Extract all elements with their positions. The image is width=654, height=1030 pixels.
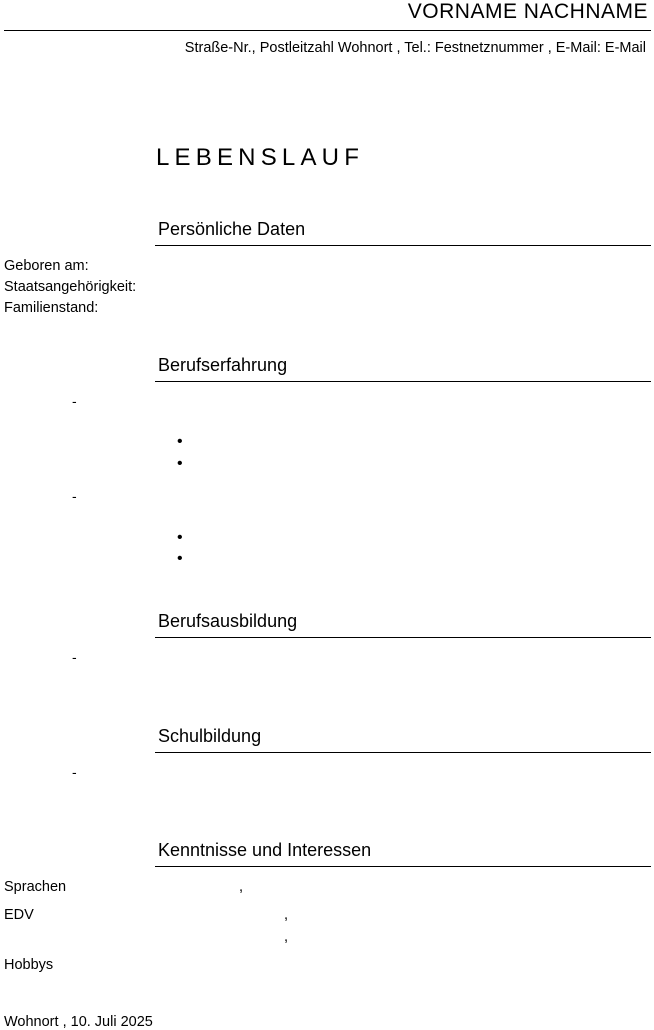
label-nationality: Staatsangehörigkeit: — [4, 279, 137, 295]
experience-bullet-2: • — [177, 455, 183, 472]
edv-separator-1: , — [284, 907, 289, 923]
experience-bullet-4: • — [177, 550, 183, 567]
section-divider-school — [155, 752, 651, 753]
languages-separator: , — [239, 879, 244, 895]
label-birthdate: Geboren am: — [4, 258, 89, 274]
experience-bullet-1: • — [177, 433, 183, 450]
document-title: LEBENSLAUF — [156, 144, 365, 171]
section-title-personal: Persönliche Daten — [158, 219, 306, 239]
header-divider — [4, 30, 651, 31]
label-hobbies: Hobbys — [4, 957, 54, 973]
training-date-dash: - — [72, 649, 77, 665]
edv-separator-2: , — [284, 929, 289, 945]
section-divider-experience — [155, 381, 651, 382]
school-date-dash: - — [72, 764, 77, 780]
section-title-experience: Berufserfahrung — [158, 355, 288, 375]
experience-date-dash-1: - — [72, 393, 77, 409]
section-title-skills: Kenntnisse und Interessen — [158, 840, 372, 860]
section-divider-skills — [155, 866, 651, 867]
section-divider-training — [155, 637, 651, 638]
contact-line: Straße-Nr., Postleitzahl Wohnort , Tel.: Festnetznummer , E-Mail: E-Mail — [184, 40, 646, 56]
experience-date-dash-2: - — [72, 488, 77, 504]
section-divider-personal — [155, 245, 651, 246]
applicant-name: VORNAME NACHNAME — [407, 0, 648, 23]
label-edv: EDV — [4, 907, 34, 923]
section-title-training: Berufsausbildung — [158, 611, 298, 631]
label-languages: Sprachen — [4, 879, 67, 895]
experience-bullet-3: • — [177, 529, 183, 546]
section-title-school: Schulbildung — [158, 726, 262, 746]
label-marital-status: Familienstand: — [4, 300, 99, 316]
place-and-date: Wohnort , 10. Juli 2025 — [4, 1014, 153, 1030]
